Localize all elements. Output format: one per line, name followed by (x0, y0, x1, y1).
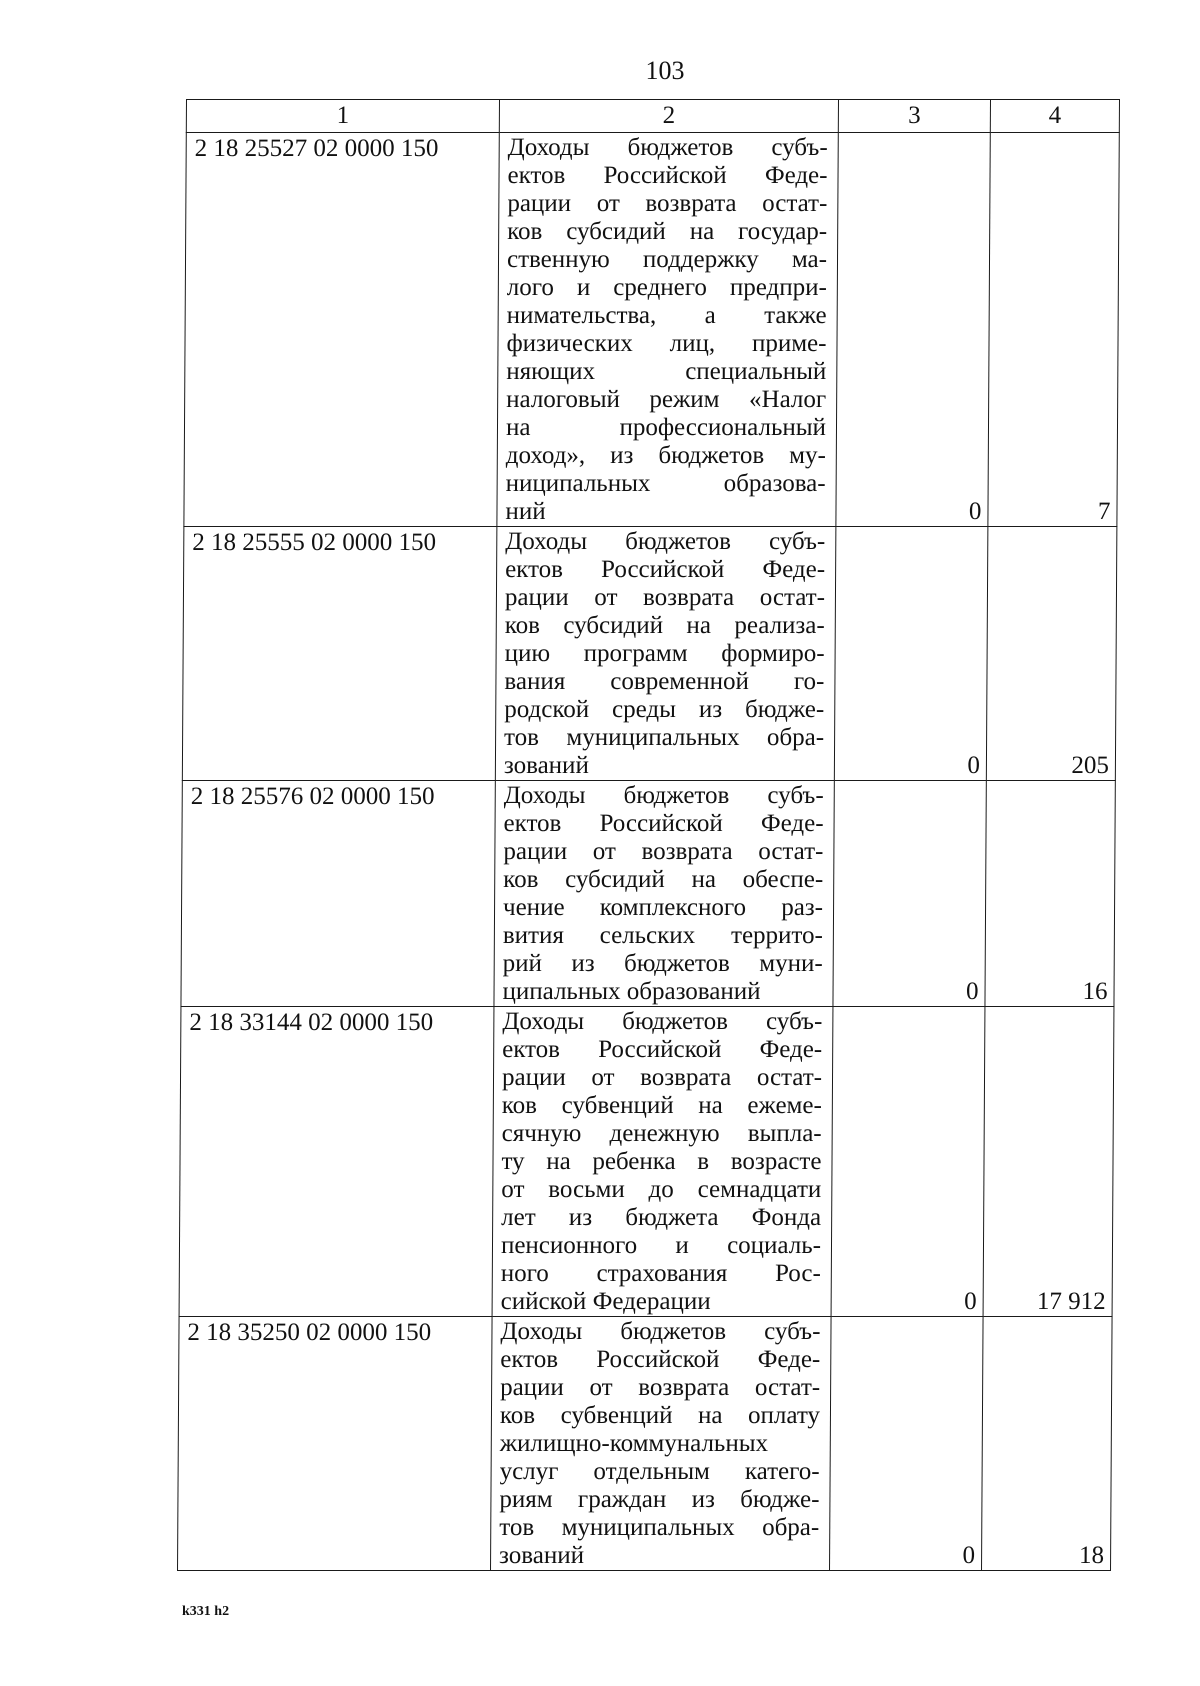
column-3-value: 0 (833, 781, 986, 1007)
description-line: ков субвенций на ежеме- (501, 1092, 822, 1119)
column-header-3: 3 (838, 100, 990, 133)
description-line: чение комплексного раз- (502, 894, 824, 921)
revenue-table (177, 99, 1120, 1571)
column-4-value: 16 (985, 781, 1115, 1007)
column-header-4: 4 (990, 100, 1119, 133)
column-3-value: 0 (834, 527, 988, 781)
revenue-code-cell: 2 18 33144 02 0000 150 (179, 1007, 494, 1317)
description-line: рации от возврата остат- (504, 584, 826, 611)
description-line: зований (503, 752, 589, 779)
description-line: ков субсидий на обеспе- (503, 866, 824, 893)
revenue-description-cell (495, 527, 836, 781)
description-line: ципальных образований (502, 978, 761, 1005)
column-4-value: 205 (986, 527, 1117, 781)
table-row (179, 1007, 1114, 1317)
column-header-1: 1 (186, 100, 499, 133)
table-row (184, 133, 1119, 527)
description-line: ту на ребенка в возрасте (501, 1148, 822, 1175)
column-4-value: 17 912 (983, 1007, 1114, 1317)
description-line: риям граждан из бюдже- (499, 1486, 820, 1513)
column-4-value: 7 (988, 133, 1119, 527)
table-row (182, 527, 1117, 781)
description-line: рации от возврата остат- (501, 1064, 823, 1091)
description-line: Доходы бюджетов субъ- (505, 528, 826, 555)
column-4-value: 18 (982, 1317, 1113, 1571)
description-line: физических лиц, приме- (506, 330, 827, 357)
description-line: зований (499, 1542, 585, 1569)
description-line: доход», из бюджетов му- (505, 442, 826, 469)
description-line: цию программ формиро- (504, 640, 825, 667)
description-line: ков субсидий на реализа- (504, 612, 825, 639)
description-line: ектов Российской Феде- (505, 556, 826, 583)
description-line: Доходы бюджетов субъ- (503, 782, 824, 809)
description-line: родской среды из бюдже- (504, 696, 825, 723)
description-line: нимательства, а также (506, 302, 827, 329)
revenue-description-cell (491, 1317, 832, 1571)
description-line: лого и среднего предпри- (506, 274, 827, 301)
description-line: вания современной го- (504, 668, 825, 695)
description-line: от восьми до семнадцати (501, 1176, 822, 1203)
table-row (178, 1317, 1113, 1571)
column-3-value: 0 (836, 133, 990, 527)
description-line: рий из бюджетов муни- (502, 950, 823, 977)
description-line: ков субсидий на государ- (507, 218, 828, 245)
description-line: на профессиональный (505, 414, 827, 441)
description-line: ниципальных образова- (505, 470, 826, 497)
table-row (181, 781, 1115, 1007)
description-line: ектов Российской Феде- (507, 162, 828, 189)
description-line: жилищно-коммунальных (499, 1430, 769, 1457)
description-line: тов муниципальных обра- (499, 1514, 820, 1541)
description-line: услуг отдельным катего- (499, 1458, 820, 1485)
revenue-description-cell (492, 1007, 833, 1317)
table-body (178, 133, 1120, 1571)
description-line: ственную поддержку ма- (506, 246, 828, 273)
revenue-code-cell: 2 18 25527 02 0000 150 (184, 133, 499, 527)
table-header-row (186, 100, 1119, 133)
description-line: тов муниципальных обра- (504, 724, 825, 751)
description-line: ков субвенций на оплату (499, 1402, 821, 1429)
description-line: ектов Российской Феде- (500, 1346, 821, 1373)
description-line: рации от возврата остат- (507, 190, 828, 217)
description-line: няющих специальный (506, 358, 827, 385)
description-line: ектов Российской Феде- (502, 1036, 823, 1063)
description-line: сячную денежную выпла- (501, 1120, 822, 1147)
description-line: ного страхования Рос- (500, 1260, 821, 1287)
revenue-description-cell (497, 133, 838, 527)
description-line: рации от возврата остат- (500, 1374, 821, 1401)
description-line: рации от возврата остат- (503, 838, 824, 865)
revenue-description-cell (494, 781, 834, 1007)
description-line: ектов Российской Феде- (503, 810, 824, 837)
description-line: сийской Федерации (500, 1288, 711, 1315)
description-line: Доходы бюджетов субъ- (500, 1318, 821, 1345)
description-line: налоговый режим «Налог (506, 386, 827, 413)
description-line: Доходы бюджетов субъ- (502, 1008, 823, 1035)
page-number: 103 (645, 56, 685, 85)
revenue-code-cell: 2 18 35250 02 0000 150 (178, 1317, 493, 1571)
column-3-value: 0 (830, 1317, 984, 1571)
description-line: пенсионного и социаль- (500, 1232, 822, 1259)
column-3-value: 0 (831, 1007, 985, 1317)
column-header-2: 2 (499, 100, 838, 133)
description-line: вития сельских террито- (502, 922, 823, 949)
description-line: Доходы бюджетов субъ- (507, 134, 828, 161)
description-line: лет из бюджета Фонда (501, 1204, 822, 1231)
revenue-code-cell: 2 18 25555 02 0000 150 (182, 527, 497, 781)
footer-document-code: k331 h2 (182, 1604, 230, 1619)
revenue-code-cell: 2 18 25576 02 0000 150 (181, 781, 495, 1007)
description-line: ний (505, 498, 546, 525)
